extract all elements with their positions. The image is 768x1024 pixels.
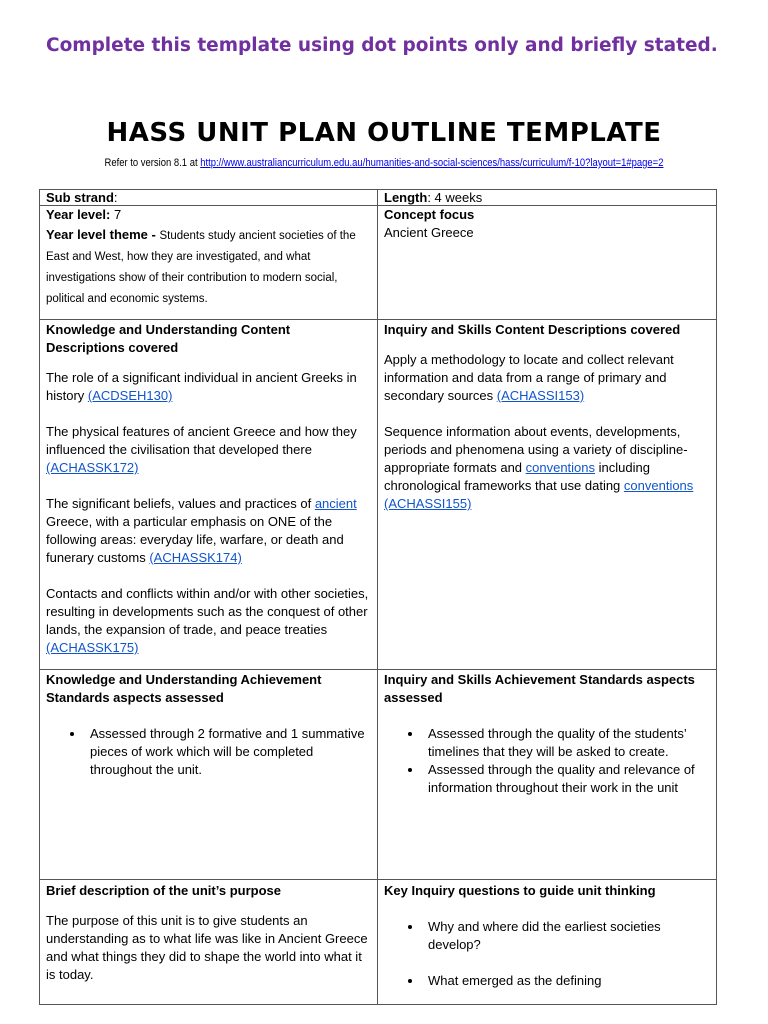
purpose-cell <box>40 880 378 1005</box>
year-level-cell <box>40 206 378 320</box>
table-row <box>40 320 717 670</box>
curriculum-link[interactable]: http://www.australiancurriculum.edu.au/humanities-and-social-sciences/hass/curriculum/f-10?layout=1#page=2 <box>200 157 664 169</box>
table-row <box>40 190 717 206</box>
length-label: Length <box>384 190 428 205</box>
glossary-link-conventions[interactable]: conventions <box>623 478 694 493</box>
list-item: • Assessed through 2 formative and 1 summative pieces of work which will be completed throughout the unit. <box>85 725 371 779</box>
list-item: • What emerged as the defining <box>423 972 710 990</box>
table-row <box>40 206 717 320</box>
key-questions-heading: Key Inquiry questions to guide unit thinking <box>384 883 656 898</box>
purpose-heading: Brief description of the unit’s purpose <box>46 883 281 898</box>
concept-focus-label: Concept focus <box>384 207 475 222</box>
ku-content-item: Contacts and conflicts within and/or with other societies, resulting in developments such as the conquest of other lands, the expansion of trade, and peace treaties (ACHASSK175) <box>46 586 369 655</box>
length-value: : 4 weeks <box>427 190 483 205</box>
table-row <box>40 670 717 880</box>
ku-content-item: The significant beliefs, values and practices of ancient Greece, with a particular emphasis on ONE of the following areas: everyday life, warfare, or death and funerary customs (ACHASSK174) <box>46 496 357 565</box>
ku-content-cell <box>40 320 378 670</box>
is-content-item: Apply a methodology to locate and collect relevant information and data from a range of primary and secondary sources (ACHASSI153) <box>384 352 674 403</box>
is-content-heading: Inquiry and Skills Content Descriptions covered <box>384 322 681 337</box>
list-item: • Assessed through the quality and relevance of information throughout their work in the unit <box>423 761 710 797</box>
list-item: • Assessed through the quality of the students’ timelines that they will be asked to create. <box>423 725 710 761</box>
year-level-label: Year level: <box>46 207 114 222</box>
length-cell <box>378 190 717 206</box>
purpose-text: The purpose of this unit is to give students an understanding as to what life was like in Ancient Greece and what things they did to shape the world into what it is today. <box>46 913 368 982</box>
reference-prefix: Refer to version 8.1 at <box>104 157 201 169</box>
is-achievement-cell <box>378 670 717 880</box>
reference-line <box>54 157 714 169</box>
is-content-cell <box>378 320 717 670</box>
is-content-item: Sequence information about events, developments, periods and phenomena using a variety of discipline-appropriate formats and conventions including chronological frameworks that use dating conventions (ACHASSI155) <box>384 424 694 511</box>
curriculum-code-link[interactable]: (ACHASSK174) <box>149 550 242 565</box>
year-level-value: 7 <box>113 207 122 222</box>
key-questions-list <box>384 918 710 990</box>
concept-focus-cell <box>378 206 717 320</box>
ku-achievement-heading: Knowledge and Understanding Achievement Standards aspects assessed <box>46 672 322 705</box>
is-achievement-heading: Inquiry and Skills Achievement Standards aspects assessed <box>384 672 695 705</box>
page-title: HASS UNIT PLAN OUTLINE TEMPLATE <box>106 118 662 148</box>
unit-plan-table <box>39 189 717 1005</box>
curriculum-code-link[interactable]: (ACHASSK175) <box>46 640 139 655</box>
concept-focus-value: Ancient Greece <box>384 225 474 240</box>
ku-achievement-cell <box>40 670 378 880</box>
curriculum-code-link[interactable]: (ACDSEH130) <box>87 388 173 403</box>
glossary-link-conventions[interactable]: conventions <box>525 460 596 475</box>
curriculum-code-link[interactable]: (ACHASSK172) <box>46 460 139 475</box>
ku-content-item: The physical features of ancient Greece and how they influenced the civilisation that developed there (ACHASSK172) <box>46 424 357 475</box>
year-level-theme-value: Students study ancient societies of the East and West, how they are investigated, and what investigations show of their contribution to modern social, political and economic systems. <box>46 230 356 305</box>
sub-strand-label: Sub strand <box>46 190 114 205</box>
curriculum-code-link[interactable]: (ACHASSI155) <box>384 496 472 511</box>
key-questions-cell <box>378 880 717 1005</box>
glossary-link-ancient[interactable]: ancient <box>314 496 357 511</box>
is-achievement-list <box>384 725 710 797</box>
table-row <box>40 880 717 1005</box>
list-item: • Why and where did the earliest societies develop? <box>423 918 710 954</box>
instruction-text: Complete this template using dot points only and briefly stated. <box>46 35 718 56</box>
sub-strand-suffix: : <box>113 190 118 205</box>
curriculum-code-link[interactable]: (ACHASSI153) <box>496 388 585 403</box>
ku-content-heading: Knowledge and Understanding Content Descriptions covered <box>46 322 291 355</box>
ku-content-item: The role of a significant individual in ancient Greeks in history (ACDSEH130) <box>46 370 357 403</box>
year-level-theme-label: Year level theme - <box>46 227 160 242</box>
sub-strand-cell <box>40 190 378 206</box>
ku-achievement-list <box>46 725 371 779</box>
